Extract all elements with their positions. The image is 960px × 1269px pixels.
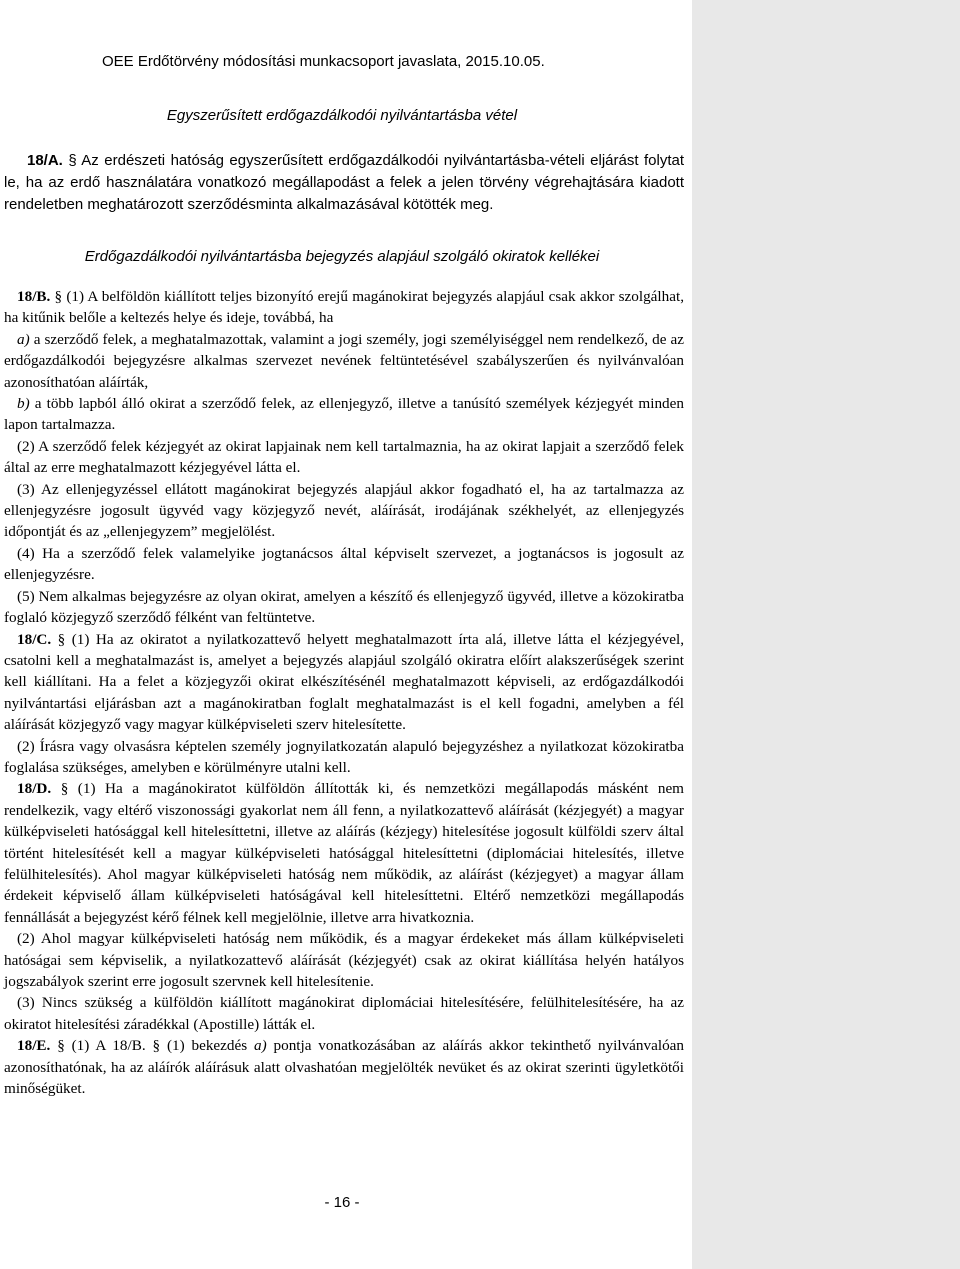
section-number: 18/C.	[17, 630, 52, 648]
paragraph-text: a több lapból álló okirat a szerződő felek, az ellenjegyző, illetve a tanúsító személyek kézjegyét minden lapon tartalmazza.	[4, 395, 684, 434]
document-header: OEE Erdőtörvény módosítási munkacsoport javaslata, 2015.10.05.	[102, 53, 545, 70]
section-heading: Erdőgazdálkodói nyilvántartásba bejegyzés alapjául szolgáló okiratok kellékei	[84, 248, 600, 265]
paragraph-18b-3: (3) Az ellenjegyzéssel ellátott magánokirat bejegyzés alapjául akkor fogadható el, ha az tartalmazza az ellenjegyzésre jogosult ügyvéd vagy közjegyző nevét, aláírását, irodájának székhelyét, az ellenjegyzés időpontját és az „ellenjegyzem” megjelölést.	[4, 480, 684, 541]
paragraph-text: § (1) Ha az okiratot a nyilatkozattevő helyett meghatalmazott írta alá, illetve látta el kézjegyével, csatolni kell a meghatalmazást is, amelyet a bejegyzés alapjául szolgáló okiratra előírt alakszerűségek szerint kell kiállítani. Ha a felet a közjegyzői okirat elkészítésénél meghatalmazott képviseli, az erdőgazdálkodói nyilvántartási eljárásban azt a magánokiratban foglalt meghatalmazást is el kell fogadni, amelyben a fél aláírását közjegyző vagy magyar külképviseleti szerv hitelesítette.	[4, 630, 684, 734]
paragraph-text: a szerződő felek, a meghatalmazottak, valamint a jogi személy, jogi személyiséggel nem rendelkező, de az erdőgazdálkodói bejegyzésre alkalmas szervezet nevének feltüntetésével szabályszerűen és nyilvánvalóan azonosíthatóan aláírták,	[4, 330, 684, 391]
point-label: a)	[254, 1037, 267, 1055]
paragraph-18e-1	[4, 1035, 684, 1099]
paragraph-18d-2: (2) Ahol magyar külképviseleti hatóság nem működik, és a magyar érdekeket más állam külképviseleti hatóságai sem képviselik, a nyilatkozattevő aláírását (kézjegyét) csak az okirat kiállítása helyén hatályos jogszabályok szerint erre jogosult szervnek kell hitelesítenie.	[4, 930, 684, 990]
section-number: 18/D.	[17, 780, 52, 798]
paragraph-18d-1	[4, 778, 684, 928]
point-label: b)	[17, 395, 30, 413]
section-number: 18/B.	[17, 288, 51, 305]
paragraph-18b-1	[4, 286, 684, 329]
paragraph-18c-2: (2) Írásra vagy olvasásra képtelen személy jognyilatkozatán alapuló bejegyzéshez a nyilatkozat közokiratba foglalása szükséges, amelyben e körülményre utalni kell.	[4, 737, 684, 776]
point-label: a)	[17, 330, 30, 348]
paragraph-18b-2: (2) A szerződő felek kézjegyét az okirat lapjainak nem kell tartalmaznia, ha az okirat lapjait a szerződő felek által az erre meghatalmazott kézjegyével látta el.	[4, 437, 684, 477]
paragraph-18d-3: (3) Nincs szükség a külföldön kiállított magánokirat diplomáciai hitelesítésére, felülhitelesítésére, ha az okiratot hitelesítési záradékkal (Apostille) látták el.	[4, 994, 684, 1033]
paragraph-text: § (1) A 18/B. § (1) bekezdés	[50, 1037, 254, 1055]
comment-margin	[692, 0, 960, 1269]
document-body	[4, 286, 684, 1099]
paragraph-text: pontja vonatkozásában az aláírás akkor tekinthető nyilvánvalóan azonosíthatónak, ha az aláírók aláírásuk alatt olvashatóan megjelölték nevüket és az okirat szerinti ügyletkötői minőségüket.	[4, 1037, 684, 1098]
paragraph-18b-4: (4) Ha a szerződő felek valamelyike jogtanácsos által képviselt szervezet, a jogtanácsos is jogosult az ellenjegyzésre.	[4, 544, 684, 584]
paragraph-text: § (1) Ha a magánokiratot külföldön állították ki, és nemzetközi megállapodás másként nem rendelkezik, vagy eltérő viszonossági gyakorlat nem áll fenn, a nyilatkozattevő aláírását (kézjegyét) a magyar külképviseleti hatósággal kell hitelesíttetni, illetve az aláírás (kézjegy) hitelesítése jogosult külföldi szerv által történt hitelesítését kell a magyar külképviseleti hatósággal hitelesíttetni (diplomáciai hitelesítés, illetve felülhitelesítés). Ahol magyar külképviseleti hatóság nem működik, az aláírást (kézjegyet) a magyar állam érdekeit képviselő állam külképviseleti hatóságával kell hitelesíttetni. Eltérő nemzetközi megállapodás fennállását a bejegyzést kérő félnek kell megjelölnie, illetve arra hivatkoznia.	[4, 780, 684, 926]
paragraph-18a	[4, 150, 684, 216]
paragraph-18b-b	[4, 393, 684, 436]
paragraph-18b-a	[4, 329, 684, 393]
paragraph-18c-1	[4, 629, 684, 736]
section-heading: Egyszerűsített erdőgazdálkodói nyilvántartásba vétel	[166, 107, 518, 124]
paragraph-text: § (1) A belföldön kiállított teljes bizonyító erejű magánokirat bejegyzés alapjául csak akkor szolgálhat, ha kitűnik belőle a keltezés helye és ideje, továbbá, ha	[4, 288, 684, 327]
paragraph-18b-5: (5) Nem alkalmas bejegyzésre az olyan okirat, amelyen a készítő és ellenjegyző ügyvéd, illetve a közokiratba foglaló közjegyző szerződő félként van feltüntetve.	[4, 587, 684, 627]
paragraph-text: § Az erdészeti hatóság egyszerűsített erdőgazdálkodói nyilvántartásba-vételi eljárást folytat le, ha az erdő használatára vonatkozó megállapodást a felek a jelen törvény végrehajtására kiadott rendeletben meghatározott szerződésminta alkalmazásával kötötték meg.	[4, 152, 685, 213]
page-number: - 16 -	[324, 1194, 360, 1211]
section-number: 18/A.	[27, 152, 63, 169]
section-number: 18/E.	[17, 1037, 51, 1055]
